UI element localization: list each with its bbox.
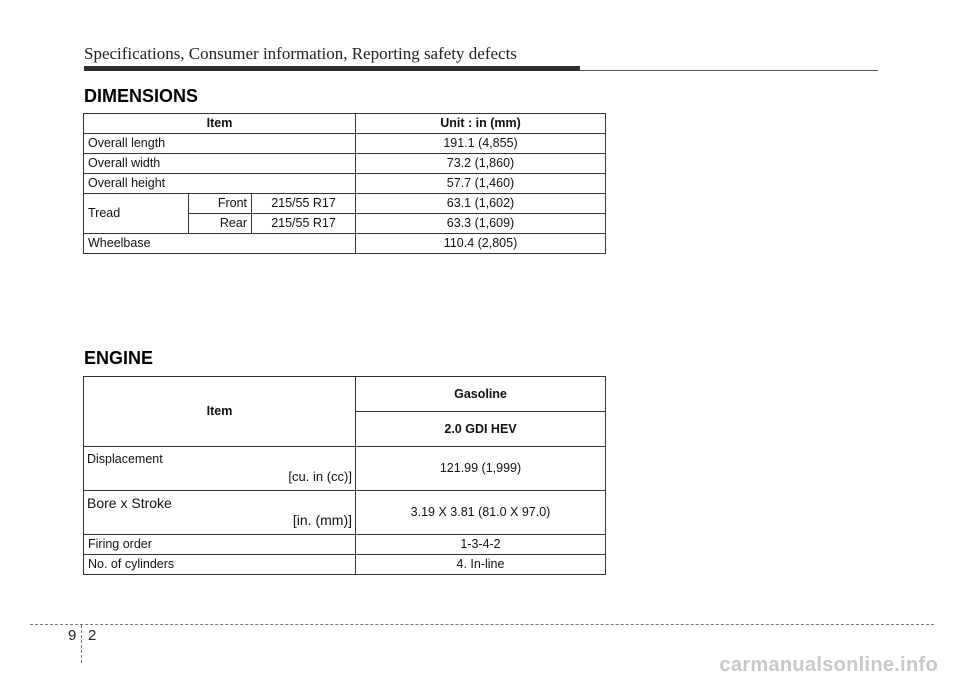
bore-stroke-label-cell xyxy=(84,491,356,535)
column-header-item: Item xyxy=(84,377,356,447)
tread-rear-tire: 215/55 R17 xyxy=(252,214,356,234)
row-label: Firing order xyxy=(84,535,356,555)
tread-rear-position: Rear xyxy=(189,214,252,234)
row-value: 3.19 X 3.81 (81.0 X 97.0) xyxy=(356,491,606,535)
row-label: Bore x Stroke xyxy=(87,495,172,511)
tread-front-position: Front xyxy=(189,194,252,214)
row-label: No. of cylinders xyxy=(84,555,356,575)
table-row xyxy=(84,174,606,194)
dimensions-heading: DIMENSIONS xyxy=(84,86,199,106)
footer-rule xyxy=(30,624,934,625)
dimensions-table xyxy=(83,113,606,254)
column-header-item: Item xyxy=(84,114,356,134)
row-value: 4. In-line xyxy=(356,555,606,575)
row-value: 1-3-4-2 xyxy=(356,535,606,555)
row-label: Overall height xyxy=(84,174,356,194)
table-header-row xyxy=(84,114,606,134)
row-value: 57.7 (1,460) xyxy=(356,174,606,194)
page-header-title: Specifications, Consumer information, Reporting safety defects xyxy=(84,44,517,63)
table-row xyxy=(84,194,606,214)
table-row xyxy=(84,555,606,575)
displacement-label-cell xyxy=(84,447,356,491)
table-header-row xyxy=(84,377,606,412)
chapter-number: 9 xyxy=(68,627,77,644)
tread-front-tire: 215/55 R17 xyxy=(252,194,356,214)
table-row xyxy=(84,535,606,555)
footer-divider xyxy=(81,625,82,663)
engine-table xyxy=(83,376,606,575)
table-row xyxy=(84,154,606,174)
column-header-engine: 2.0 GDI HEV xyxy=(356,412,606,447)
tread-front-value: 63.1 (1,602) xyxy=(356,194,606,214)
row-value: 191.1 (4,855) xyxy=(356,134,606,154)
row-label: Displacement xyxy=(87,452,163,466)
row-label: Overall length xyxy=(84,134,356,154)
row-value: 73.2 (1,860) xyxy=(356,154,606,174)
row-label: Wheelbase xyxy=(84,234,356,254)
tread-label: Tread xyxy=(84,194,189,234)
table-row xyxy=(84,134,606,154)
table-row xyxy=(84,234,606,254)
table-row xyxy=(84,447,606,491)
column-header-fuel: Gasoline xyxy=(356,377,606,412)
row-unit: [in. (mm)] xyxy=(292,512,352,528)
engine-heading: ENGINE xyxy=(84,348,154,368)
column-header-unit: Unit : in (mm) xyxy=(356,114,606,134)
table-row xyxy=(84,491,606,535)
header-rule xyxy=(580,70,878,71)
header-bar xyxy=(84,66,580,71)
row-unit: [cu. in (cc)] xyxy=(288,469,352,484)
page-number: 2 xyxy=(88,627,97,644)
row-label: Overall width xyxy=(84,154,356,174)
row-value: 121.99 (1,999) xyxy=(356,447,606,491)
watermark: carmanualsonline.info xyxy=(719,654,938,676)
row-value: 110.4 (2,805) xyxy=(356,234,606,254)
tread-rear-value: 63.3 (1,609) xyxy=(356,214,606,234)
